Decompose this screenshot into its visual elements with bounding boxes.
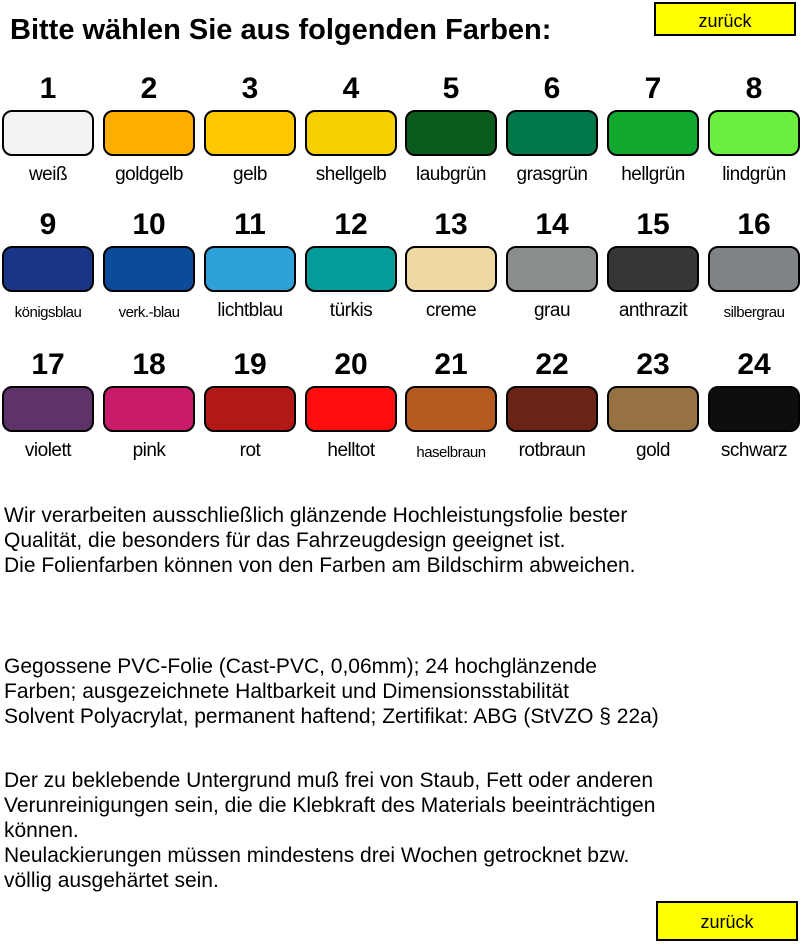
- color-box[interactable]: [204, 386, 296, 432]
- color-label: rot: [239, 440, 261, 461]
- color-swatch-17[interactable]: [2, 348, 102, 468]
- color-box[interactable]: [607, 386, 699, 432]
- color-number: 11: [234, 208, 266, 241]
- color-label: weiß: [28, 164, 68, 185]
- color-number: 21: [434, 348, 468, 381]
- back-button-top[interactable]: zurück: [654, 2, 796, 36]
- color-label: lindgrün: [722, 164, 786, 185]
- info-line: Qualität, die besonders für das Fahrzeugdesign geeignet ist.: [4, 529, 566, 552]
- color-swatch-23[interactable]: [607, 348, 707, 468]
- color-number: 1: [39, 72, 57, 105]
- color-box[interactable]: [204, 110, 296, 156]
- color-box[interactable]: [405, 246, 497, 292]
- color-number: 19: [233, 348, 267, 381]
- color-number: 13: [434, 208, 468, 241]
- color-box[interactable]: [305, 246, 397, 292]
- color-label: hellgrün: [621, 164, 685, 185]
- info-line: können.: [4, 819, 79, 842]
- color-label: grasgrün: [516, 164, 588, 185]
- color-swatch-15[interactable]: [607, 208, 707, 328]
- color-label: violett: [24, 440, 72, 461]
- color-label: schwarz: [720, 440, 788, 461]
- color-box[interactable]: [607, 110, 699, 156]
- color-box[interactable]: [405, 386, 497, 432]
- color-label: laubgrün: [416, 164, 486, 185]
- color-box[interactable]: [708, 246, 800, 292]
- color-box[interactable]: [2, 246, 94, 292]
- info-line: Die Folienfarben können von den Farben am Bildschirm abweichen.: [4, 554, 636, 577]
- color-number: 15: [636, 208, 670, 241]
- color-number: 24: [737, 348, 771, 381]
- color-label: creme: [425, 300, 477, 321]
- color-box[interactable]: [2, 386, 94, 432]
- color-box[interactable]: [305, 110, 397, 156]
- color-box[interactable]: [405, 110, 497, 156]
- color-number: 6: [543, 72, 561, 105]
- color-box[interactable]: [2, 110, 94, 156]
- color-number: 18: [132, 348, 166, 381]
- color-swatch-2[interactable]: [103, 72, 203, 192]
- color-box[interactable]: [103, 110, 195, 156]
- color-number: 8: [745, 72, 763, 105]
- color-swatch-4[interactable]: [305, 72, 405, 192]
- color-swatch-22[interactable]: [506, 348, 606, 468]
- color-number: 12: [334, 208, 368, 241]
- color-label: pink: [132, 440, 166, 461]
- color-box[interactable]: [204, 246, 296, 292]
- color-swatch-14[interactable]: [506, 208, 606, 328]
- color-box[interactable]: [506, 110, 598, 156]
- color-label: silbergrau: [723, 304, 785, 321]
- color-box[interactable]: [103, 246, 195, 292]
- color-label: türkis: [329, 300, 373, 321]
- color-label: verk.-blau: [118, 304, 180, 321]
- color-number: 23: [636, 348, 670, 381]
- info-paragraph-quality: [4, 503, 636, 578]
- page-title: Bitte wählen Sie aus folgenden Farben:: [10, 14, 552, 46]
- info-line: Der zu beklebende Untergrund muß frei von Staub, Fett oder anderen: [4, 769, 654, 792]
- info-line: Solvent Polyacrylat, permanent haftend; Zertifikat: ABG (StVZO § 22a): [4, 705, 659, 728]
- color-swatch-1[interactable]: [2, 72, 102, 192]
- color-box[interactable]: [506, 386, 598, 432]
- info-line: Neulackierungen müssen mindestens drei Wochen getrocknet bzw.: [4, 844, 630, 867]
- color-label: königsblau: [14, 304, 82, 321]
- color-box[interactable]: [708, 386, 800, 432]
- color-number: 2: [140, 72, 158, 105]
- color-number: 4: [342, 72, 360, 105]
- color-label: anthrazit: [618, 300, 688, 321]
- color-number: 22: [535, 348, 569, 381]
- color-swatch-18[interactable]: [103, 348, 203, 468]
- color-swatch-6[interactable]: [506, 72, 606, 192]
- color-swatch-7[interactable]: [607, 72, 707, 192]
- back-button-bottom[interactable]: zurück: [656, 901, 798, 941]
- color-swatch-12[interactable]: [305, 208, 405, 328]
- color-swatch-9[interactable]: [2, 208, 102, 328]
- info-paragraph-surface: [4, 768, 655, 893]
- color-label: shellgelb: [315, 164, 387, 185]
- color-label: haselbraun: [416, 444, 486, 461]
- color-label: gold: [636, 440, 670, 461]
- color-swatch-11[interactable]: [204, 208, 304, 328]
- color-label: goldgelb: [115, 164, 183, 185]
- color-box[interactable]: [103, 386, 195, 432]
- color-swatch-10[interactable]: [103, 208, 203, 328]
- color-number: 16: [737, 208, 771, 241]
- info-line: Wir verarbeiten ausschließlich glänzende Hochleistungsfolie bester: [4, 504, 628, 527]
- color-label: lichtblau: [217, 300, 283, 321]
- info-line: Farben; ausgezeichnete Haltbarkeit und Dimensionsstabilität: [4, 680, 569, 703]
- color-number: 7: [644, 72, 662, 105]
- color-swatch-19[interactable]: [204, 348, 304, 468]
- color-swatch-16[interactable]: [708, 208, 800, 328]
- color-label: helltot: [327, 440, 375, 461]
- color-number: 3: [241, 72, 259, 105]
- color-box[interactable]: [305, 386, 397, 432]
- color-swatch-24[interactable]: [708, 348, 800, 468]
- color-label: grau: [533, 300, 571, 321]
- color-swatch-8[interactable]: [708, 72, 800, 192]
- color-number: 9: [39, 208, 57, 241]
- color-box[interactable]: [708, 110, 800, 156]
- color-number: 17: [31, 348, 65, 381]
- color-swatch-13[interactable]: [405, 208, 505, 328]
- color-swatch-3[interactable]: [204, 72, 304, 192]
- info-line: Verunreinigungen sein, die die Klebkraft des Materials beeinträchtigen: [4, 794, 656, 817]
- color-swatch-21[interactable]: [405, 348, 505, 468]
- color-box[interactable]: [607, 246, 699, 292]
- color-number: 14: [535, 208, 569, 241]
- info-line: Gegossene PVC-Folie (Cast-PVC, 0,06mm); 24 hochglänzende: [4, 655, 597, 678]
- color-box[interactable]: [506, 246, 598, 292]
- color-swatch-5[interactable]: [405, 72, 505, 192]
- color-label: rotbraun: [518, 440, 586, 461]
- color-number: 5: [442, 72, 460, 105]
- color-number: 20: [334, 348, 368, 381]
- color-swatch-20[interactable]: [305, 348, 405, 468]
- info-paragraph-material: [4, 654, 659, 729]
- color-label: gelb: [233, 164, 267, 185]
- color-number: 10: [132, 208, 166, 241]
- info-line: völlig ausgehärtet sein.: [4, 869, 219, 892]
